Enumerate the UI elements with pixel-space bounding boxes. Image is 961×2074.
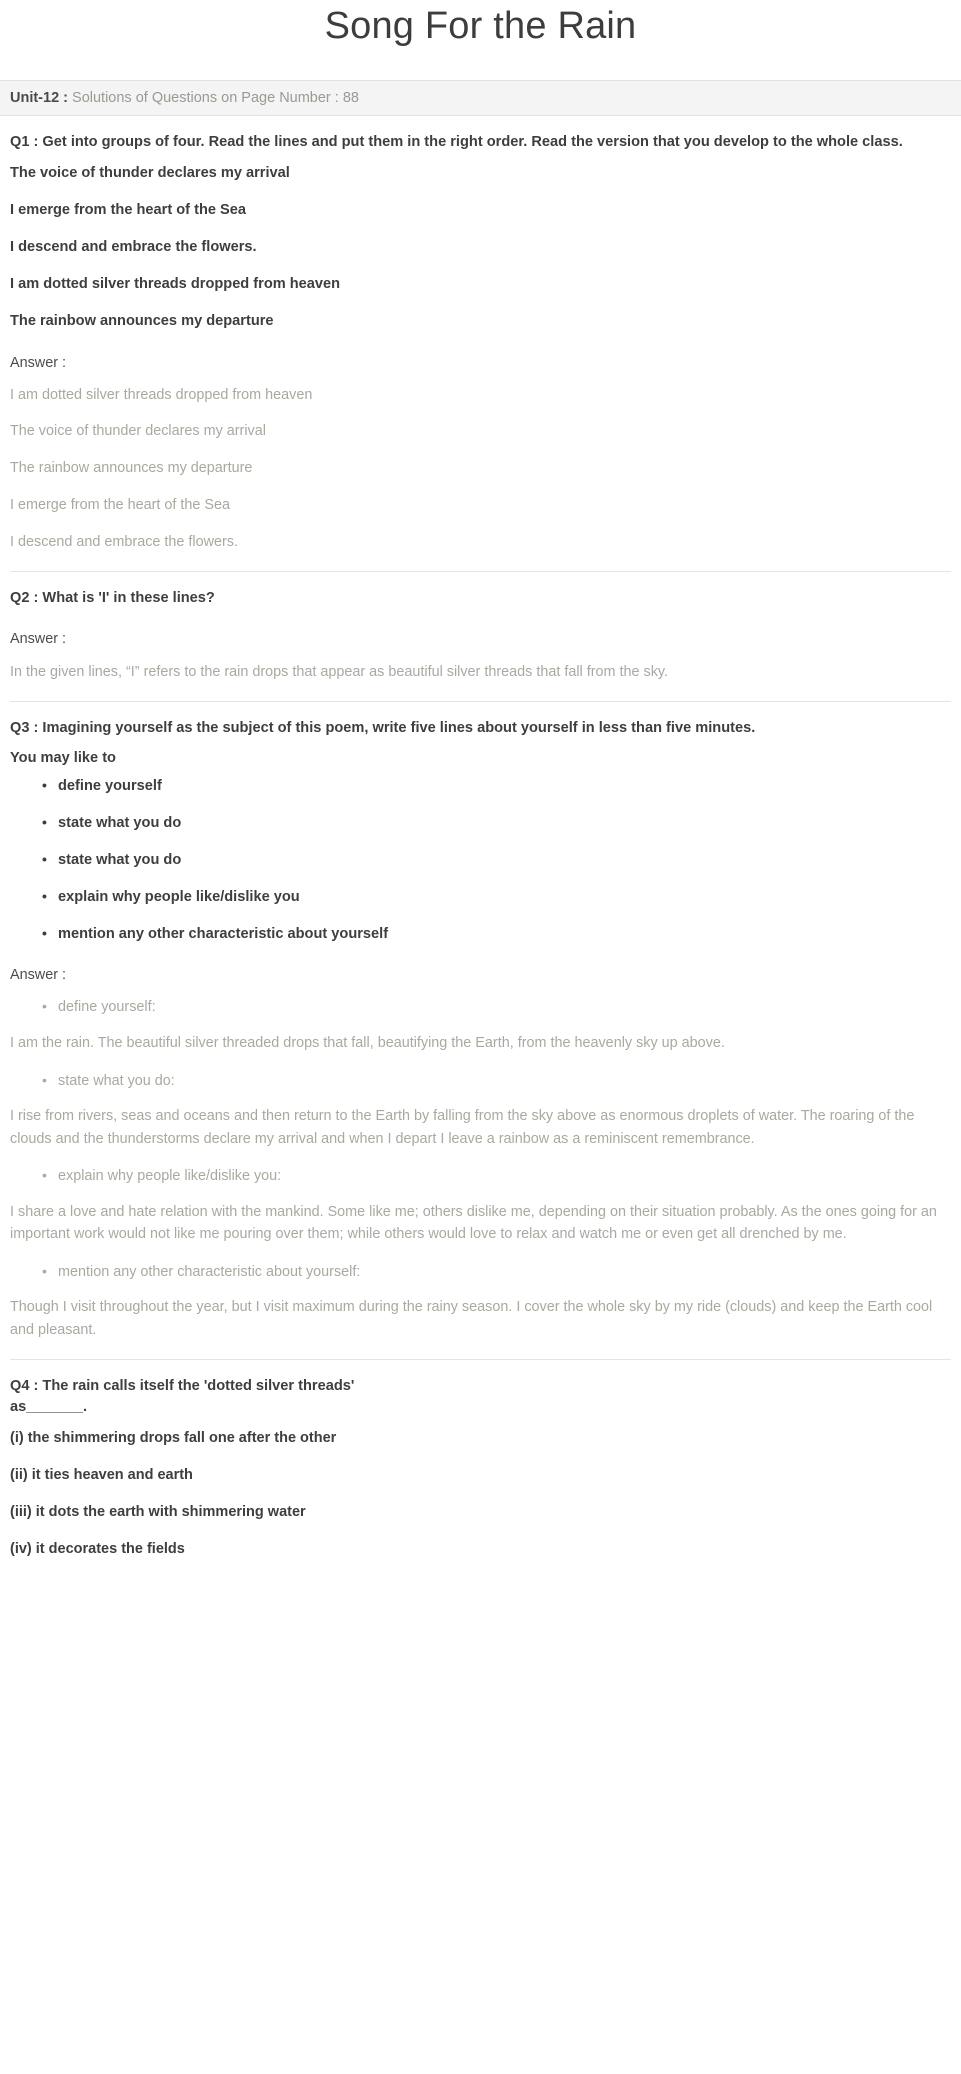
question-block-q4 xyxy=(10,1376,951,1560)
poem-line: I descend and embrace the flowers. xyxy=(10,239,257,256)
answer-bullet-list xyxy=(10,997,951,1018)
question-prompt-q4 xyxy=(10,1376,951,1418)
question-block-q3 xyxy=(10,718,951,1341)
question-sub-intro-q3: You may like to xyxy=(10,749,116,766)
answer-line: I emerge from the heart of the Sea xyxy=(10,497,230,514)
section-divider xyxy=(10,1359,951,1360)
answer-bullet-list xyxy=(10,1071,951,1092)
answer-bullet-list xyxy=(10,1166,951,1187)
question-prompt-q4-line2: as_______. xyxy=(10,1399,88,1416)
poem-line: I emerge from the heart of the Sea xyxy=(10,201,246,218)
poem-line: I am dotted silver threads dropped from heaven xyxy=(10,276,341,293)
mcq-option[interactable]: (ii) it ties heaven and earth xyxy=(10,1467,193,1484)
answer-text-q2: In the given lines, “I” refers to the rain drops that appear as beautiful silver threads that fall from the sky. xyxy=(10,664,669,681)
question-bullet-list-q3 xyxy=(10,776,951,946)
list-item: • state what you do: xyxy=(58,1071,951,1092)
answer-line: The rainbow announces my departure xyxy=(10,460,253,477)
mcq-option[interactable]: (i) the shimmering drops fall one after the other xyxy=(10,1430,337,1447)
question-prompt-q3: Q3 : Imagining yourself as the subject of this poem, write five lines about yourself in less than five minutes. xyxy=(10,720,756,737)
list-item: • state what you do xyxy=(58,850,951,871)
answer-line: I am dotted silver threads dropped from heaven xyxy=(10,386,313,403)
question-block-q1 xyxy=(10,132,951,553)
list-item: • explain why people like/dislike you: xyxy=(58,1166,951,1187)
list-item: • mention any other characteristic about yourself xyxy=(58,924,951,945)
answer-text: I rise from rivers, seas and oceans and then return to the Earth by falling from the sky above as enormous droplets of water. The roaring of the clouds and the thunderstorms declare my arrival and when I depart I leave a rainbow as a reminiscent remembrance. xyxy=(10,1108,915,1147)
question-prompt-q4-line1: Q4 : The rain calls itself the 'dotted silver threads' xyxy=(10,1378,355,1395)
unit-subtitle: Solutions of Questions on Page Number : 88 xyxy=(68,89,359,106)
answer-line: I descend and embrace the flowers. xyxy=(10,534,238,551)
list-item: • define yourself: xyxy=(58,997,951,1018)
poem-line: The rainbow announces my departure xyxy=(10,313,274,330)
answer-label-q3: Answer : xyxy=(10,967,66,984)
poem-line: The voice of thunder declares my arrival xyxy=(10,164,290,181)
answer-bullet-list xyxy=(10,1262,951,1283)
section-divider xyxy=(10,571,951,572)
answer-label-q2: Answer : xyxy=(10,631,66,648)
page-title: Song For the Rain xyxy=(324,5,637,47)
question-prompt-q1: Q1 : Get into groups of four. Read the lines and put them in the right order. Read the version that you develop to the whole class. xyxy=(10,133,903,150)
section-divider xyxy=(10,701,951,702)
question-block-q2 xyxy=(10,588,951,683)
question-prompt-q2: Q2 : What is 'I' in these lines? xyxy=(10,589,215,606)
answer-label-q1: Answer : xyxy=(10,354,66,371)
content-area xyxy=(0,132,961,1561)
list-item: • define yourself xyxy=(58,776,951,797)
unit-header-bar xyxy=(0,80,961,116)
list-item: • explain why people like/dislike you xyxy=(58,887,951,908)
answer-text: Though I visit throughout the year, but I visit maximum during the rainy season. I cover the whole sky by my ride (clouds) and keep the Earth cool and pleasant. xyxy=(10,1299,933,1338)
answer-text: I am the rain. The beautiful silver threaded drops that fall, beautifying the Earth, from the heavenly sky up above. xyxy=(10,1035,725,1052)
list-item: • state what you do xyxy=(58,813,951,834)
answer-line: The voice of thunder declares my arrival xyxy=(10,423,266,440)
answer-text: I share a love and hate relation with the mankind. Some like me; others dislike me, depending on their situation probably. As the ones going for an important work would not like me pouring over them; while others would love to relax and watch me or even get all drenched by me. xyxy=(10,1203,937,1243)
mcq-option[interactable]: (iv) it decorates the fields xyxy=(10,1541,185,1558)
mcq-option[interactable]: (iii) it dots the earth with shimmering water xyxy=(10,1504,306,1521)
unit-label: Unit-12 : xyxy=(10,89,68,106)
list-item: • mention any other characteristic about yourself: xyxy=(58,1262,951,1283)
